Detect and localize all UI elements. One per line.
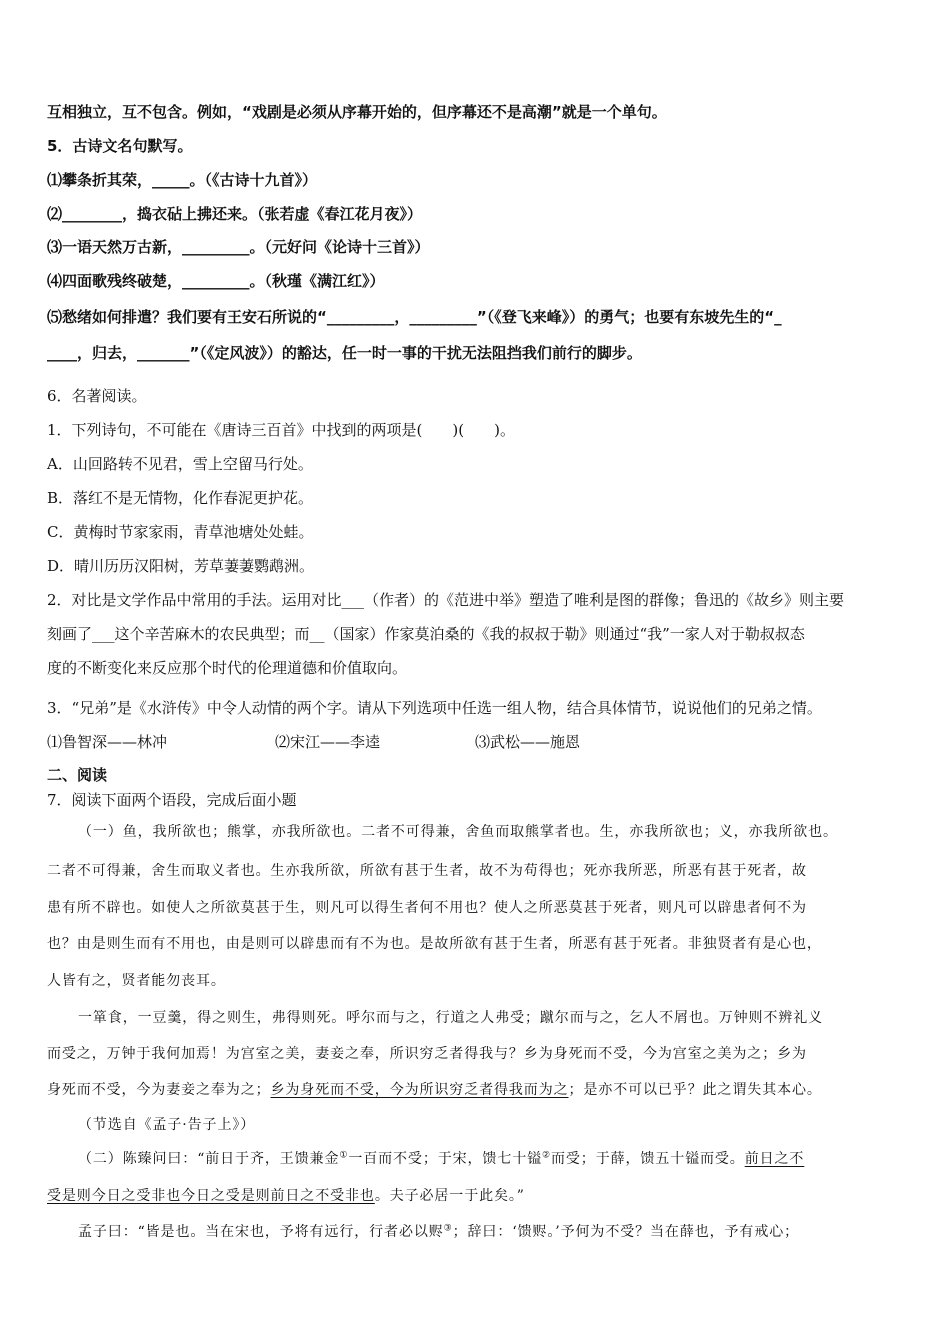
q5-item-2: ⑵________，捣衣砧上拂还来。（张若虚《春江花月夜》） xyxy=(47,205,423,223)
q5-item-3: ⑶一语天然万古新，_________。（元好问《论诗十三首》） xyxy=(47,238,430,256)
passage2-line-1: 一箪食，一豆羹，得之则生，弗得则死。呼尔而与之，行道之人弗受；蹴尔而与之，乞人不屑也。万钟则不辨礼义 xyxy=(78,1010,823,1026)
passage4-line-1 xyxy=(78,1222,799,1242)
passage3-text-a: （二）陈臻问曰：“前日于齐，王馈兼金 xyxy=(78,1151,340,1167)
q6-sub2-line-3: 度的不断变化来反应那个时代的伦理道德和价值取向。 xyxy=(47,659,408,677)
footnote-marker-1: ① xyxy=(339,1150,349,1161)
part2-heading: 二、阅读 xyxy=(47,766,108,784)
q7-title: 7．阅读下面两个语段，完成后面小题 xyxy=(47,791,297,809)
q6-sub3-stem: 3．“兄弟”是《水浒传》中令人动情的两个字。请从下列选项中任选一组人物，结合具体情节，说说他们的兄弟之情。 xyxy=(47,699,822,717)
passage4-text-a: 孟子曰：“皆是也。当在宋也，予将有远行，行者必以赆 xyxy=(78,1224,444,1240)
q6-sub2-line-2: 刻画了___这个辛苦麻木的农民典型；而__（国家）作家莫泊桑的《我的叔叔于勒》则通过“我”一家人对于勒叔叔态 xyxy=(47,625,805,643)
footnote-marker-2: ② xyxy=(542,1150,551,1161)
q5-item-5-cont: ____，归去，_______”（《定风波》）的豁达，任一时一事的干扰无法阻挡我们前行的脚步。 xyxy=(47,344,642,362)
q6-sub3-choice-1: ⑴鲁智深——林冲 xyxy=(47,733,168,751)
q6-option-d: D．晴川历历汉阳树，芳草萋萋鹦鹉洲。 xyxy=(47,557,315,575)
q6-option-a: A．山回路转不见君，雪上空留马行处。 xyxy=(47,455,313,473)
section4-tail: 互相独立，互不包含。例如，“戏剧是必须从序幕开始的，但序幕还不是高潮”就是一个单句。 xyxy=(47,103,667,121)
q5-item-1: ⑴攀条折其荣，_____。（《古诗十九首》） xyxy=(47,171,318,189)
source-note: （节选自《孟子·告子上》） xyxy=(78,1117,256,1133)
passage4-text-b: ；辞曰：‘馈赆。’予何为不受？当在薛也，予有戒心； xyxy=(452,1224,800,1240)
passage3-text-b: 一百而不受；于宋，馈七十镒 xyxy=(348,1151,543,1167)
q6-sub2-line-1: 2．对比是文学作品中常用的手法。运用对比___（作者）的《范进中举》塑造了唯利是图的群像；鲁迅的《故乡》则主要 xyxy=(47,591,845,609)
passage3-underlined-sentence: 受是则今日之受非也今日之受是则前日之不受非也 xyxy=(47,1188,375,1204)
passage2-line-3-after: ；是亦不可以已乎？此之谓失其本心。 xyxy=(568,1082,822,1098)
q6-sub3-choice-2: ⑵宋江——李逵 xyxy=(275,733,381,751)
q6-title: 6．名著阅读。 xyxy=(47,387,147,405)
passage3-line-1 xyxy=(78,1149,804,1169)
passage2-line-3-text: 身死而不受，今为妻妾之奉为之； xyxy=(47,1082,271,1098)
passage2-line-2: 而受之，万钟于我何加焉！为宫室之美，妻妾之奉，所识穷乏者得我与？乡为身死而不受，今为宫室之美为之；乡为 xyxy=(47,1046,807,1062)
q5-item-4: ⑷四面歌残终破楚，_________。（秋瑾《满江红》） xyxy=(47,272,385,290)
passage3-text-c: 而受；于薛，馈五十镒而受。 xyxy=(551,1151,745,1167)
passage3-underlined-start: 前日之不 xyxy=(744,1151,805,1167)
passage1-line-1: （一）鱼，我所欲也；熊掌，亦我所欲也。二者不可得兼，舍鱼而取熊掌者也。生，亦我所欲也；义，亦我所欲也。 xyxy=(78,824,838,840)
footnote-marker-3: ③ xyxy=(443,1223,453,1234)
q5-item-5: ⑸愁绪如何排遣？我们要有王安石所说的“_________，_________”（《登飞来峰》）的勇气；也要有东坡先生的“_ xyxy=(47,308,782,326)
q6-option-c: C．黄梅时节家家雨，青草池塘处处蛙。 xyxy=(47,523,314,541)
passage2-underlined-sentence: 乡为身死而不受，今为所识穷乏者得我而为之 xyxy=(270,1082,569,1098)
passage1-line-2: 二者不可得兼，舍生而取义者也。生亦我所欲，所欲有甚于生者，故不为苟得也；死亦我所恶，所恶有甚于死者，故 xyxy=(47,863,807,879)
q6-sub3-choice-3: ⑶武松——施恩 xyxy=(475,733,581,751)
passage1-line-4: 也？由是则生而有不用也，由是则可以辟患而有不为也。是故所欲有甚于生者，所恶有甚于死者。非独贤者有是心也， xyxy=(47,936,822,952)
passage1-line-5: 人皆有之，贤者能勿丧耳。 xyxy=(47,973,226,989)
passage3-line-2-after: 。夫子必居一于此矣。” xyxy=(374,1188,525,1204)
passage1-line-3: 患有所不辟也。如使人之所欲莫甚于生，则凡可以得生者何不用也？使人之所恶莫甚于死者，则凡可以辟患者何不为 xyxy=(47,900,807,916)
q6-option-b: B．落红不是无情物，化作春泥更护花。 xyxy=(47,489,314,507)
passage3-line-2 xyxy=(47,1186,525,1206)
q5-title: 5．古诗文名句默写。 xyxy=(47,137,193,155)
passage2-line-3 xyxy=(47,1080,822,1100)
q6-sub1-stem: 1．下列诗句，不可能在《唐诗三百首》中找到的两项是( )( )。 xyxy=(47,421,515,439)
